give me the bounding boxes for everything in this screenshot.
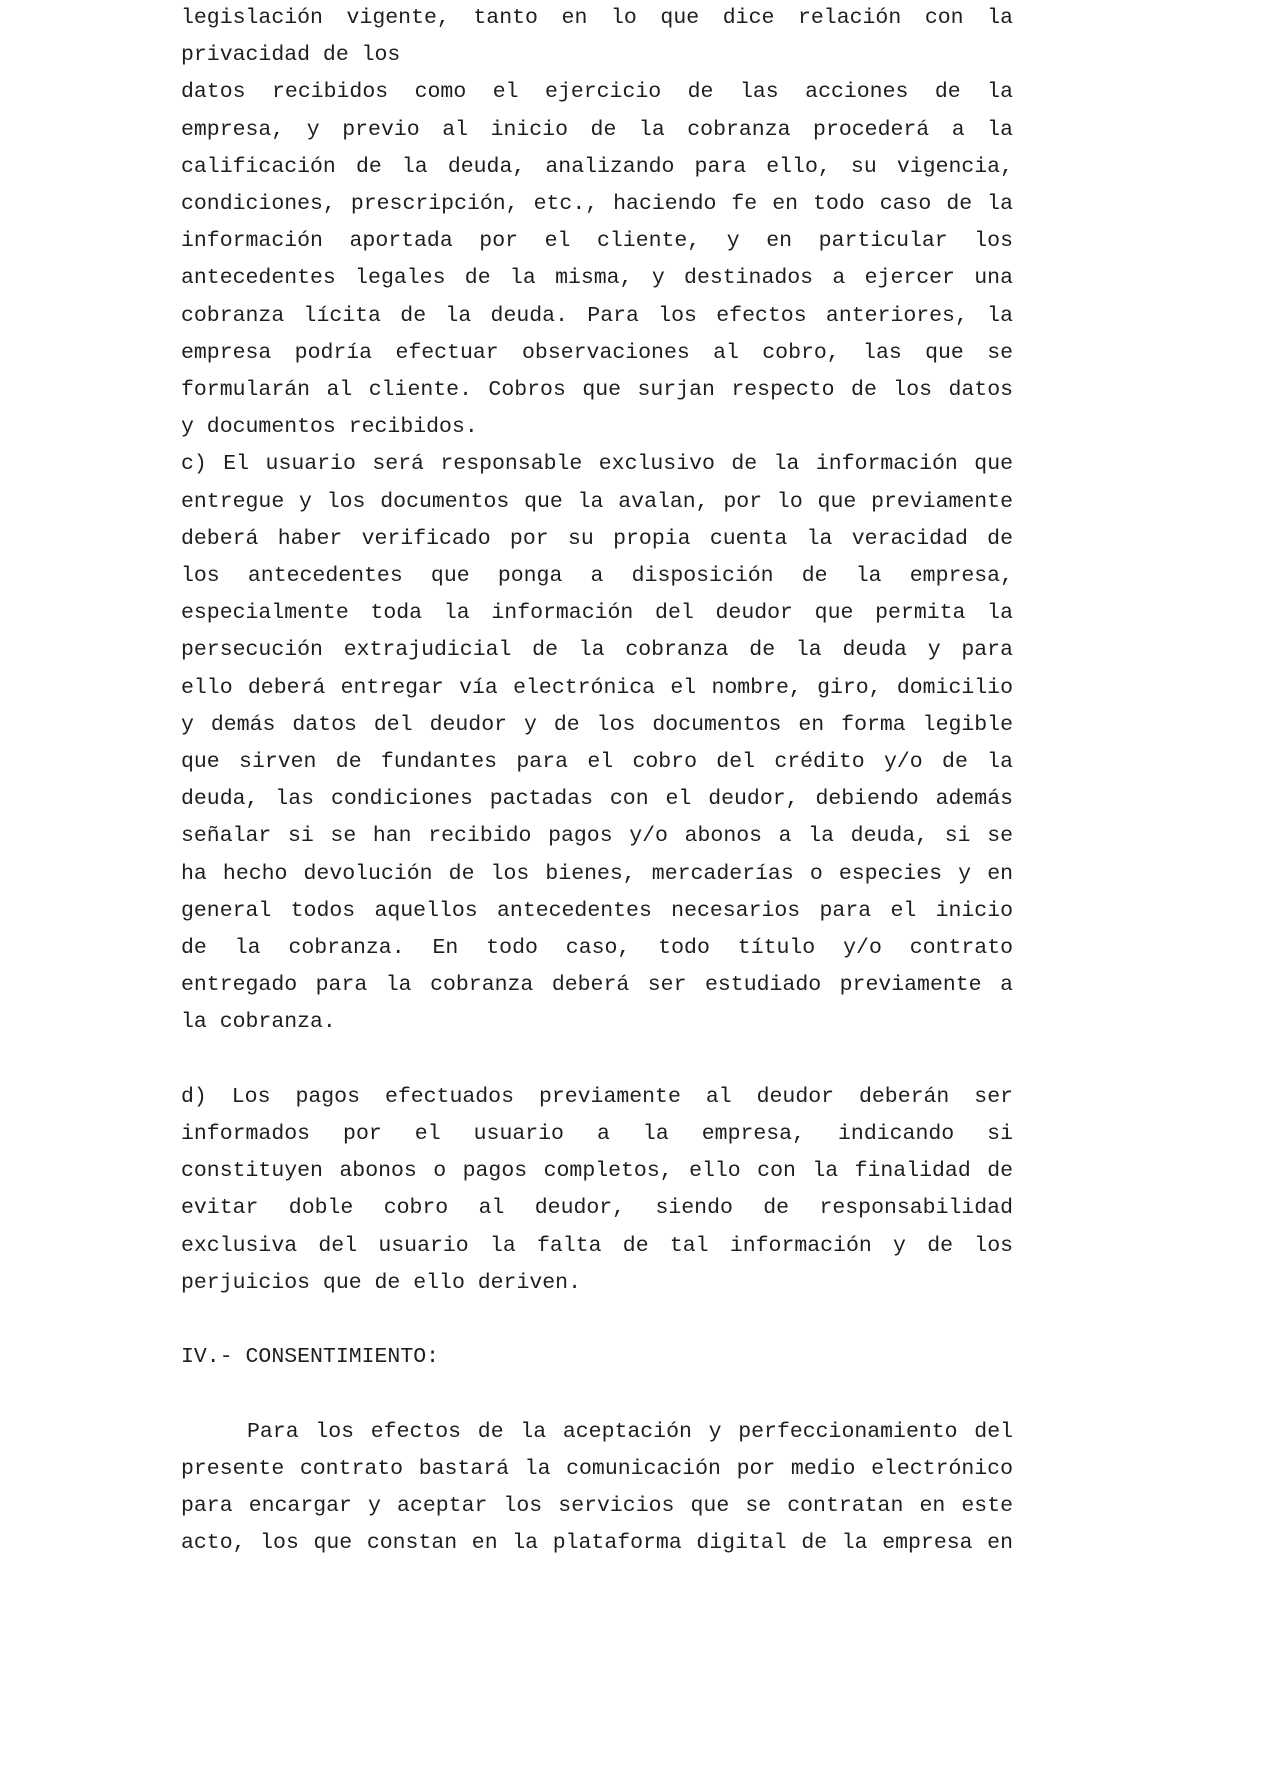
text-line: c) El usuario será responsable exclusivo de la información que [181, 452, 1013, 477]
paragraph-privacy [181, 0, 1013, 74]
text-line: presente contrato bastará la comunicación por medio electrónico [181, 1456, 1013, 1481]
text-line: especialmente toda la información del deudor que permita la [181, 601, 1013, 626]
text-line: condiciones, prescripción, etc., haciendo fe en todo caso de la [181, 192, 1013, 217]
text-line: información aportada por el cliente, y en particular los [181, 229, 1013, 254]
clause-c [181, 446, 1013, 1041]
text-line: constituyen abonos o pagos completos, ello con la finalidad de [181, 1159, 1013, 1184]
text-line: privacidad de los [181, 43, 401, 68]
text-line: informados por el usuario a la empresa, indicando si [181, 1122, 1013, 1147]
text-line: y documentos recibidos. [181, 415, 478, 440]
text-line: formularán al cliente. Cobros que surjan respecto de los datos [181, 378, 1013, 403]
clause-d [181, 1079, 1013, 1302]
section-heading: IV.- CONSENTIMIENTO: [181, 1345, 440, 1370]
text-line: persecución extrajudicial de la cobranza de la deuda y para [181, 638, 1013, 663]
text-line: de la cobranza. En todo caso, todo título y/o contrato [181, 936, 1013, 961]
paragraph-gap [181, 1042, 1013, 1079]
text-line: legislación vigente, tanto en lo que dice relación con la [181, 6, 1013, 30]
text-line: ello deberá entregar vía electrónica el nombre, giro, domicilio [181, 675, 1013, 700]
text-line: empresa, y previo al inicio de la cobranza procederá a la [181, 117, 1013, 142]
document-page [181, 0, 1013, 1562]
text-line: empresa podría efectuar observaciones al cobro, las que se [181, 340, 1013, 365]
text-line: Para los efectos de la aceptación y perfeccionamiento del [247, 1419, 1013, 1444]
text-line: exclusiva del usuario la falta de tal información y de los [181, 1233, 1013, 1258]
text-line: calificación de la deuda, analizando para ello, su vigencia, [181, 154, 1013, 179]
text-line: señalar si se han recibido pagos y/o abonos a la deuda, si se [181, 824, 1013, 849]
text-line: acto, los que constan en la plataforma digital de la empresa en [181, 1531, 1013, 1556]
paragraph-consent [181, 1414, 1013, 1563]
paragraph-gap [181, 1302, 1013, 1339]
text-line: y demás datos del deudor y de los documentos en forma legible [181, 712, 1013, 737]
text-line: que sirven de fundantes para el cobro del crédito y/o de la [181, 750, 1013, 775]
text-line: deuda, las condiciones pactadas con el deudor, debiendo además [181, 787, 1013, 812]
paragraph-gap [181, 1376, 1013, 1413]
text-line: evitar doble cobro al deudor, siendo de responsabilidad [181, 1196, 1013, 1221]
text-line: los antecedentes que ponga a disposición de la empresa, [181, 564, 1013, 589]
text-line: ha hecho devolución de los bienes, mercaderías o especies y en [181, 861, 1013, 886]
text-line: cobranza lícita de la deuda. Para los efectos anteriores, la [181, 303, 1013, 328]
text-line: entregue y los documentos que la avalan, por lo que previamente [181, 489, 1013, 514]
text-line: general todos aquellos antecedentes necesarios para el inicio [181, 898, 1013, 923]
text-line: perjuicios que de ello deriven. [181, 1270, 581, 1295]
text-line: la cobranza. [181, 1010, 336, 1035]
text-line: datos recibidos como el ejercicio de las acciones de la [181, 80, 1013, 105]
paragraph-data-received [181, 74, 1013, 446]
text-line: d) Los pagos efectuados previamente al deudor deberán ser [181, 1084, 1013, 1109]
text-line: antecedentes legales de la misma, y destinados a ejercer una [181, 266, 1013, 291]
text-line: para encargar y aceptar los servicios que se contratan en este [181, 1494, 1013, 1519]
text-line: entregado para la cobranza deberá ser estudiado previamente a [181, 973, 1013, 998]
text-line: deberá haber verificado por su propia cuenta la veracidad de [181, 526, 1013, 551]
